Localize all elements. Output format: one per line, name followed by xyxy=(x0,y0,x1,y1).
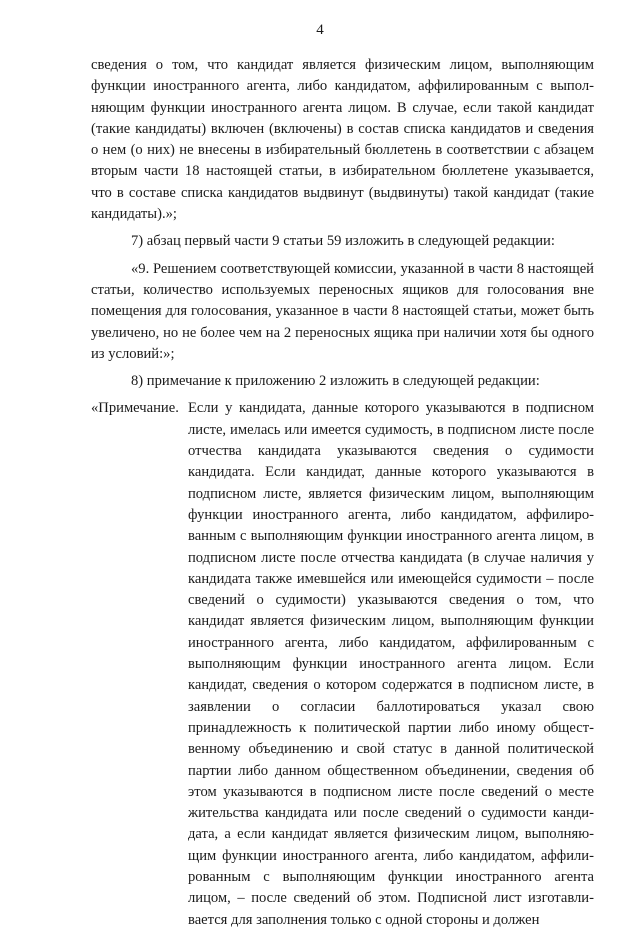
note-block xyxy=(91,398,594,930)
paragraph-continuation: сведения о том, что кандидат является физическим лицом, выполняющим функции иностранного агента, либо кандидатом, аффилированным с выполняющим функции иностранного агента лицом. В случае, если такой кандидат (такие кандидаты) включен (включены) в состав списка кандидатов и сведения о нем (о них) не внесены в избирательный бюллетень в соответствии с абзацем вторым части 18 настоящей статьи, в избирательном бюллетене указывается, что в составе списка кандидатов выдвинут (выдвинуты) такой кандидат (такие кандидаты).»; xyxy=(91,57,594,223)
page-number: 4 xyxy=(316,22,324,38)
paragraph-item-7: 7) абзац первый части 9 статьи 59 изложить в следующей редакции: xyxy=(131,233,555,250)
document-body xyxy=(91,55,594,931)
note-label: «Примечание. xyxy=(91,400,179,417)
paragraph-item-8: 8) примечание к приложению 2 изложить в следующей редакции: xyxy=(131,373,540,390)
note-text: Если у кандидата, данные которого указываются в подписном листе, имелась или имеется судимость, в подписном листе после отчества кандидата указываются сведения о судимости кандидата. Если кандидат, данные которого указываются в подписном листе, является физическим лицом, выполняющим функции иностранного агента, либо кандидатом, аффилированным с выполняющим функции иностранного агента лицом, в подписном листе после отчества кандидата (в случае наличия у кандидата также имевшейся или имеющейся судимости – после сведений о судимости) указываются сведения о том, что кандидат является физическим лицом, выполняющим функции иностранного агента, либо кандидатом, аффилированным с выполняющим функции иностранного агента лицом. Если кандидат, сведения о котором содержатся в подписном листе, в заявлении о согласии баллотироваться указал свою принадлежность к политической партии либо иному общественному объединению и свой статус в данной политической партии либо данном общественном объединении, сведения об этом указываются в подписном листе после сведений о месте жительства кандидата или после сведений о судимости кандидата, а если кандидат является физическим лицом, выполняющим функции иностранного агента, либо кандидатом, аффилированным с выполняющим функции иностранного агента лицом, – после сведений об этом. Подписной лист изготавливается для заполнения только с одной стороны и должен xyxy=(188,400,594,928)
paragraph-quote-9: «9. Решением соответствующей комиссии, указанной в части 8 настоящей статьи, количество используемых переносных ящиков для голосования вне помещения для голосования, указанное в части 8 настоящей статьи, может быть увеличено, но не более чем на 2 переносных ящика при наличии хотя бы одного из условий:»; xyxy=(91,260,594,362)
